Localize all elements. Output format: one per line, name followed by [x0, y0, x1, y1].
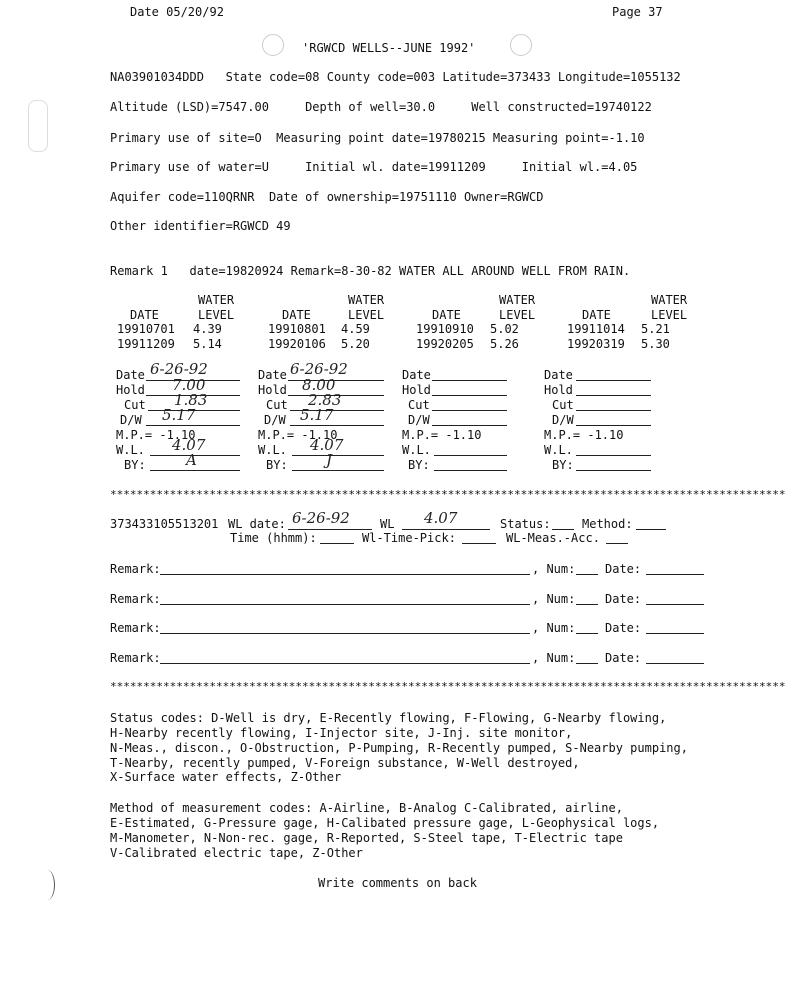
num-label: , Num: [532, 562, 576, 576]
remark-label: Remark: [110, 621, 161, 635]
wl-field[interactable] [402, 529, 490, 530]
site-line-6: Other identifier=RGWCD 49 [110, 219, 291, 233]
acc-field[interactable] [606, 543, 628, 544]
remark-1: Remark 1 date=19820924 Remark=8-30-82 WATER ALL AROUND WELL FROM RAIN. [110, 264, 631, 278]
header-page: Page 37 [612, 5, 663, 19]
label-date: Date [116, 368, 145, 382]
method-field[interactable] [636, 529, 666, 530]
binding-mark [28, 100, 48, 152]
num-field[interactable] [576, 574, 598, 575]
method-code-line: Method of measurement codes: A-Airline, B-Analog C-Calibrated, airline, [110, 801, 623, 815]
remark-field[interactable] [160, 663, 530, 664]
hand-dw: 5.17 [300, 406, 334, 424]
col-header-date: DATE [432, 308, 461, 322]
hist-date: 19910701 [117, 322, 175, 336]
hist-date: 19911209 [117, 337, 175, 351]
label-mp: M.P.= -1.10 [116, 428, 196, 442]
hist-level: 4.39 [193, 322, 222, 336]
by-line [434, 470, 507, 471]
site-line-3: Primary use of site=O Measuring point date=19780215 Measuring point=-1.10 [110, 131, 645, 145]
label-mp: M.P.= -1.10 [258, 428, 338, 442]
label-hold: Hold [258, 383, 287, 397]
label-mp: M.P.= -1.10 [402, 428, 482, 442]
num-label: , Num: [532, 621, 576, 635]
site-line-2: Altitude (LSD)=7547.00 Depth of well=30.0 Well constructed=19740122 [110, 100, 652, 114]
label-by: BY: [408, 458, 430, 472]
hist-level: 5.26 [490, 337, 519, 351]
remark-label: Remark: [110, 651, 161, 665]
hist-date: 19911014 [567, 322, 625, 336]
status-code-line: H-Nearby recently flowing, I-Injector site, J-Inj. site monitor, [110, 726, 573, 740]
col-header-water: WATER [348, 293, 385, 307]
hist-level: 4.59 [341, 322, 370, 336]
method-code-line: E-Estimated, G-Pressure gage, H-Calibated pressure gage, L-Geophysical logs, [110, 816, 660, 830]
dw-line [432, 425, 507, 426]
hand-cut: 1.83 [174, 391, 208, 409]
num-field[interactable] [576, 604, 598, 605]
date-line [432, 380, 507, 381]
status-code-line: X-Surface water effects, Z-Other [110, 770, 342, 784]
remark-label: Remark: [110, 592, 161, 606]
col-header-date: DATE [582, 308, 611, 322]
label-cut: Cut [266, 398, 288, 412]
label-cut: Cut [408, 398, 430, 412]
hist-date: 19910801 [268, 322, 326, 336]
hist-level: 5.14 [193, 337, 222, 351]
col-header-water: WATER [499, 293, 536, 307]
label-wl: W.L. [258, 443, 287, 457]
hand-date: 6-26-92 [150, 360, 208, 378]
hand-by: J [326, 451, 333, 469]
entry-status-label: Status: [500, 517, 551, 531]
num-field[interactable] [576, 633, 598, 634]
date-label: Date: [605, 562, 642, 576]
col-header-water: WATER [198, 293, 235, 307]
hand-wl: 4.07 [424, 509, 458, 527]
by-line [292, 470, 384, 471]
hand-wl: 4.07 [310, 436, 344, 454]
label-cut: Cut [552, 398, 574, 412]
edge-mark [40, 870, 55, 900]
label-hold: Hold [402, 383, 431, 397]
label-dw: D/W [120, 413, 142, 427]
remark-field[interactable] [160, 604, 530, 605]
wl-line [292, 455, 384, 456]
label-dw: D/W [552, 413, 574, 427]
dw-line [576, 425, 651, 426]
date-field[interactable] [646, 604, 704, 605]
wl-line [576, 455, 651, 456]
hold-line [576, 395, 651, 396]
date-field[interactable] [646, 574, 704, 575]
num-field[interactable] [576, 663, 598, 664]
col-header-level: LEVEL [651, 308, 688, 322]
col-header-level: LEVEL [198, 308, 235, 322]
date-label: Date: [605, 651, 642, 665]
col-header-level: LEVEL [499, 308, 536, 322]
remark-label: Remark: [110, 562, 161, 576]
hist-date: 19910910 [416, 322, 474, 336]
col-header-level: LEVEL [348, 308, 385, 322]
site-line-4: Primary use of water=U Initial wl. date=19911209 Initial wl.=4.05 [110, 160, 638, 174]
page-title: 'RGWCD WELLS--JUNE 1992' [302, 41, 476, 55]
col-header-date: DATE [130, 308, 159, 322]
hist-date: 19920106 [268, 337, 326, 351]
hist-date: 19920319 [567, 337, 625, 351]
separator-stars-top: ****************************************************************************************************** [110, 488, 786, 501]
date-field[interactable] [646, 663, 704, 664]
entry-time-label: Time (hhmm): [230, 531, 317, 545]
hand-wl-date: 6-26-92 [292, 509, 350, 527]
col-header-water: WATER [651, 293, 688, 307]
label-mp: M.P.= -1.10 [544, 428, 624, 442]
punch-hole-top-right [510, 34, 532, 56]
separator-stars-bottom: ****************************************************************************************************** [110, 680, 786, 693]
hand-date: 6-26-92 [290, 360, 348, 378]
hand-wl: 4.07 [172, 436, 206, 454]
entry-wl-label: WL [380, 517, 395, 531]
hand-by: A [186, 451, 197, 469]
status-code-line: Status codes: D-Well is dry, E-Recently flowing, F-Flowing, G-Nearby flowing, [110, 711, 667, 725]
label-dw: D/W [408, 413, 430, 427]
cut-line [576, 410, 651, 411]
wl-line [434, 455, 507, 456]
label-hold: Hold [116, 383, 145, 397]
label-date: Date [544, 368, 573, 382]
label-wl: W.L. [402, 443, 431, 457]
hist-level: 5.30 [641, 337, 670, 351]
time-field[interactable] [320, 543, 354, 544]
cut-line [432, 410, 507, 411]
method-code-line: V-Calibrated electric tape, Z-Other [110, 846, 363, 860]
status-code-line: T-Nearby, recently pumped, V-Foreign substance, W-Well destroyed, [110, 756, 580, 770]
label-hold: Hold [544, 383, 573, 397]
status-field[interactable] [552, 529, 574, 530]
label-cut: Cut [124, 398, 146, 412]
label-date: Date [402, 368, 431, 382]
label-wl: W.L. [116, 443, 145, 457]
date-line [576, 380, 651, 381]
date-field[interactable] [646, 633, 704, 634]
label-by: BY: [266, 458, 288, 472]
hand-hold: 7.00 [172, 376, 206, 394]
pick-field[interactable] [462, 543, 496, 544]
method-code-line: M-Manometer, N-Non-rec. gage, R-Reported, S-Steel tape, T-Electric tape [110, 831, 623, 845]
hist-level: 5.02 [490, 322, 519, 336]
header-date: Date 05/20/92 [130, 5, 224, 19]
hist-level: 5.20 [341, 337, 370, 351]
hist-date: 19920205 [416, 337, 474, 351]
wl-date-field[interactable] [288, 529, 372, 530]
label-by: BY: [124, 458, 146, 472]
site-line-1: NA03901034DDD State code=08 County code=003 Latitude=373433 Longitude=1055132 [110, 70, 681, 84]
date-label: Date: [605, 621, 642, 635]
num-label: , Num: [532, 592, 576, 606]
status-code-line: N-Meas., discon., O-Obstruction, P-Pumping, R-Recently pumped, S-Nearby pumping, [110, 741, 688, 755]
date-label: Date: [605, 592, 642, 606]
entry-acc-label: WL-Meas.-Acc. [506, 531, 600, 545]
label-date: Date [258, 368, 287, 382]
remark-field[interactable] [160, 633, 530, 634]
hist-level: 5.21 [641, 322, 670, 336]
entry-wl-date-label: WL date: [228, 517, 286, 531]
footer-note: Write comments on back [318, 876, 477, 890]
hold-line [432, 395, 507, 396]
entry-pick-label: Wl-Time-Pick: [362, 531, 456, 545]
by-line [150, 470, 240, 471]
punch-hole-top-left [262, 34, 284, 56]
site-line-5: Aquifer code=110QRNR Date of ownership=19751110 Owner=RGWCD [110, 190, 544, 204]
label-wl: W.L. [544, 443, 573, 457]
label-by: BY: [552, 458, 574, 472]
hand-hold: 8.00 [302, 376, 336, 394]
entry-method-label: Method: [582, 517, 633, 531]
hand-cut: 2.83 [308, 391, 342, 409]
num-label: , Num: [532, 651, 576, 665]
entry-site-id: 373433105513201 [110, 517, 219, 531]
hand-dw: 5.17 [162, 406, 196, 424]
dw-line [146, 425, 240, 426]
by-line [576, 470, 651, 471]
dw-line [290, 425, 384, 426]
remark-field[interactable] [160, 574, 530, 575]
label-dw: D/W [264, 413, 286, 427]
col-header-date: DATE [282, 308, 311, 322]
